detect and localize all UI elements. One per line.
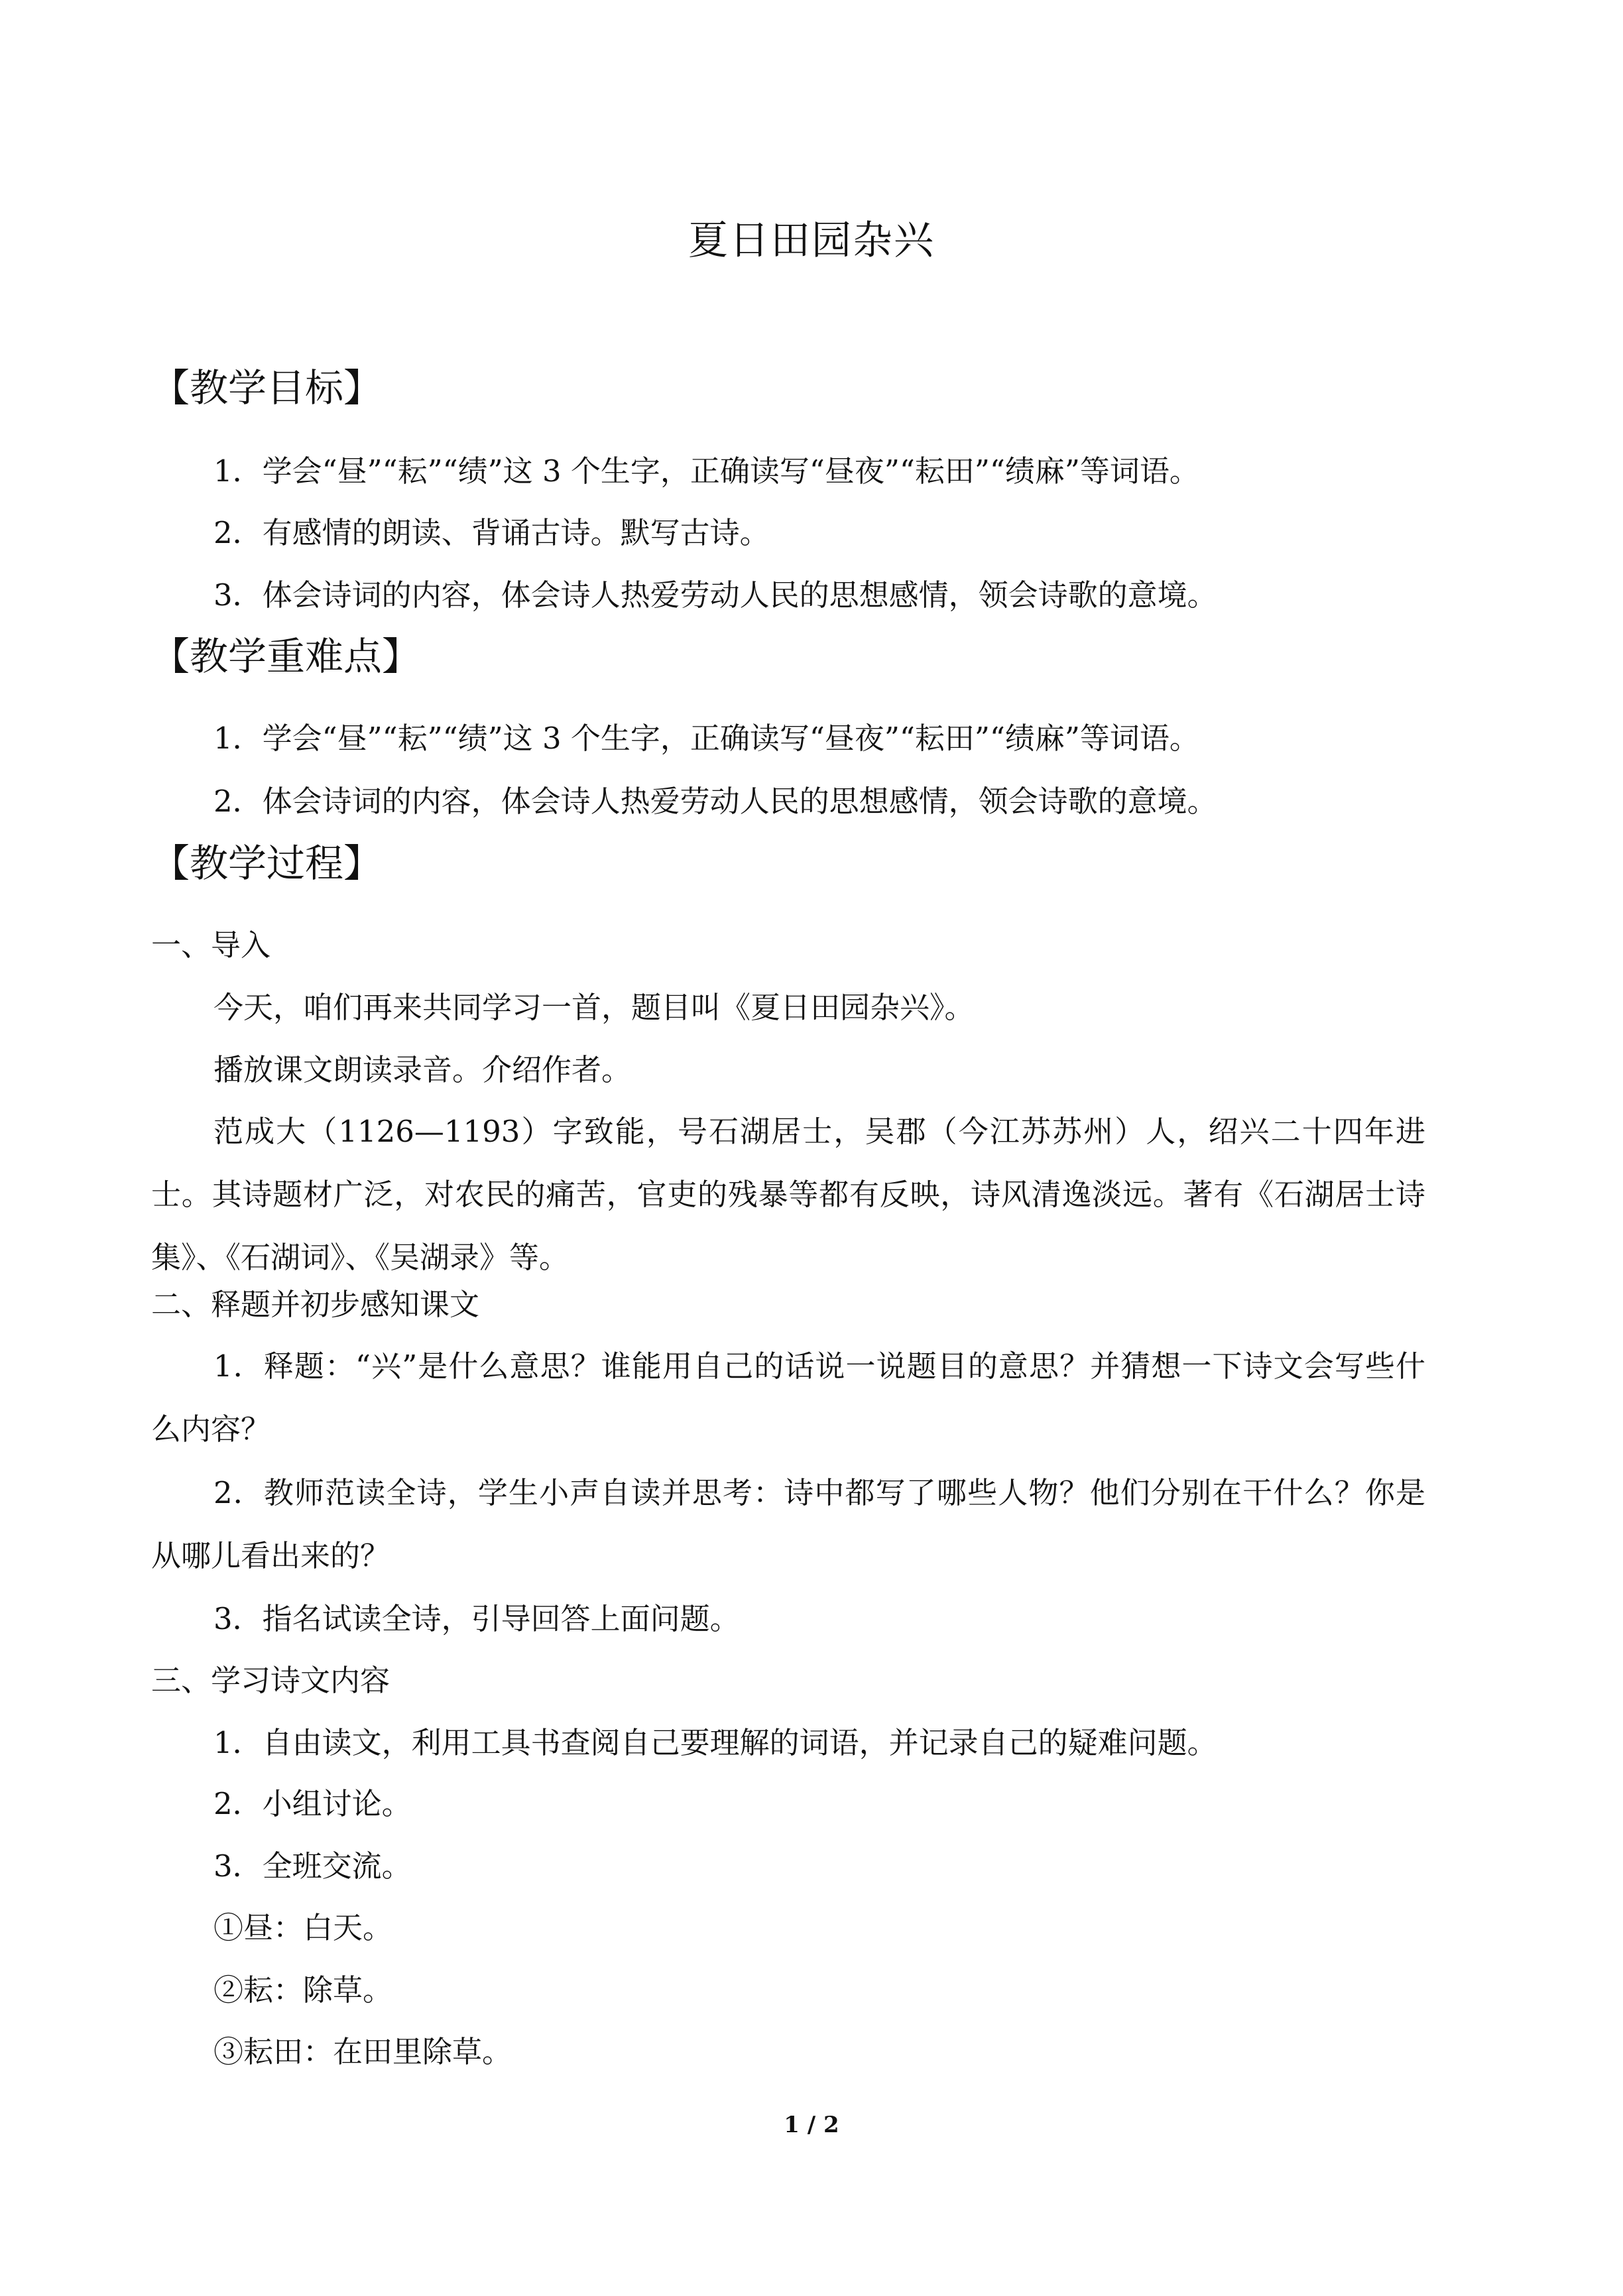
topic-paragraph-1: 1．释题：“兴”是什么意思？谁能用自己的话说一说题目的意思？并猜想一下诗文会写些什么内容？ (151, 1349, 1425, 1447)
intro-line-1: 今天，咱们再来共同学习一首，题目叫《夏日田园杂兴》。 (213, 990, 975, 1025)
goal-item-3: 3．体会诗词的内容，体会诗人热爱劳动人民的思想感情，领会诗歌的意境。 (213, 577, 1217, 613)
part-title-study: 三、学习诗文内容 (151, 1663, 391, 1698)
part-title-intro: 一、导入 (151, 928, 271, 963)
document-title: 夏日田园杂兴 (688, 217, 935, 264)
part-title-topic: 二、释题并初步感知课文 (151, 1287, 480, 1322)
definition-item-2: ②耘：除草。 (213, 1972, 393, 2008)
heading-teaching-process: 【教学过程】 (151, 841, 383, 886)
author-paragraph: 范成大（1126—1193）字致能，号石湖居士，吴郡（今江苏苏州）人，绍兴二十四年进士。其诗题材广泛，对农民的痛苦，官吏的残暴等都有反映，诗风清逸淡远。著有《石湖居士诗集》、《石湖词》、《吴湖录》等。 (151, 1114, 1425, 1275)
study-line-2: 2．小组讨论。 (213, 1786, 412, 1821)
topic-line-3: 3．指名试读全诗，引导回答上面问题。 (213, 1601, 740, 1636)
study-line-3: 3．全班交流。 (213, 1848, 412, 1884)
goal-item-1: 1．学会“昼”“耘”“绩”这 3 个生字，正确读写“昼夜”“耘田”“绩麻”等词语。 (213, 453, 1199, 489)
key-point-item-1: 1．学会“昼”“耘”“绩”这 3 个生字，正确读写“昼夜”“耘田”“绩麻”等词语。 (213, 721, 1199, 756)
page-number: 1 / 2 (784, 2112, 839, 2138)
intro-line-2: 播放课文朗读录音。介绍作者。 (213, 1052, 632, 1087)
heading-key-points: 【教学重难点】 (151, 634, 421, 679)
goal-item-2: 2．有感情的朗读、背诵古诗。默写古诗。 (213, 515, 770, 550)
study-line-1: 1．自由读文，利用工具书查阅自己要理解的词语，并记录自己的疑难问题。 (213, 1725, 1217, 1760)
topic-paragraph-2: 2．教师范读全诗，学生小声自读并思考：诗中都写了哪些人物？他们分别在干什么？你是从哪儿看出来的？ (151, 1475, 1425, 1573)
key-point-item-2: 2．体会诗词的内容，体会诗人热爱劳动人民的思想感情，领会诗歌的意境。 (213, 784, 1217, 819)
heading-teaching-goals: 【教学目标】 (151, 365, 383, 410)
definition-item-3: ③耘田：在田里除草。 (213, 2034, 512, 2069)
definition-item-1: ①昼：白天。 (213, 1910, 393, 1945)
